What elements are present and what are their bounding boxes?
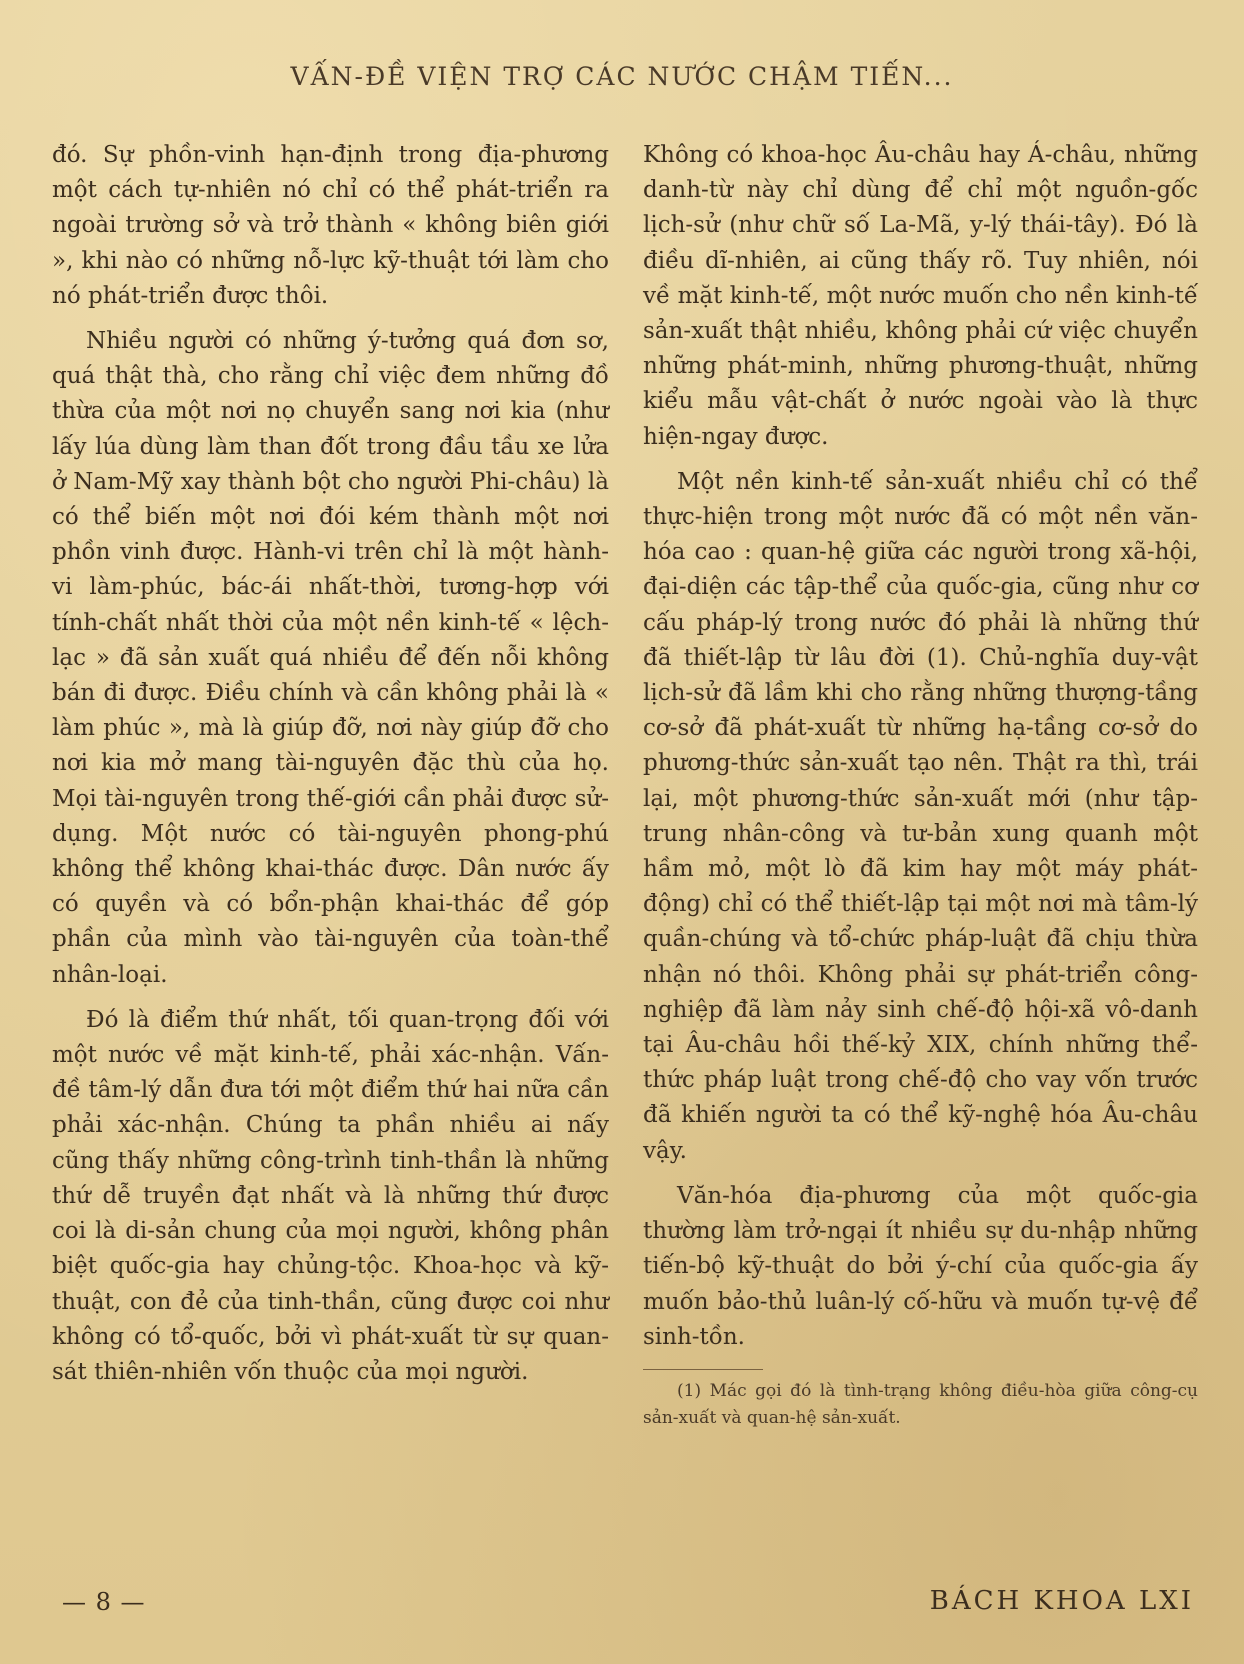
page-number: — 8 — xyxy=(62,1588,146,1616)
paragraph: Không có khoa-học Âu-châu hay Á-châu, những danh-từ này chỉ dùng để chỉ một nguồn-gốc lịch-sử (như chữ số La-Mã, y-lý thái-tây). Đó là điều dĩ-nhiên, ai cũng thấy rõ. Tuy nhiên, nói về mặt kinh-tế, một nước muốn cho nền kinh-tế sản-xuất thật nhiều, không phải cứ việc chuyển những phát-minh, những phương-thuật, những kiểu mẫu vật-chất ở nước ngoài vào là thực hiện-ngay được. xyxy=(643,142,1198,450)
running-header: VẤN-ĐỀ VIỆN TRỢ CÁC NƯỚC CHẬM TIẾN... xyxy=(290,62,954,91)
left-column xyxy=(52,138,609,1400)
footnote-divider xyxy=(643,1369,763,1370)
paragraph: Nhiều người có những ý-tưởng quá đơn sơ, quá thật thà, cho rằng chỉ việc đem những đồ thừa của một nơi nọ chuyển sang nơi kia (như lấy lúa dùng làm than đốt trong đầu tầu xe lửa ở Nam-Mỹ xay thành bột cho người Phi-châu) là có thể biến một nơi đói kém thành một nơi phồn vinh được. Hành-vi trên chỉ là một hành-vi làm-phúc, bác-ái nhất-thời, tương-hợp với tính-chất nhất thời của một nền kinh-tế « lệch-lạc » đã sản xuất quá nhiều để đến nỗi không bán đi được. Điều chính và cần không phải là « làm phúc », mà là giúp đỡ, nơi này giúp đỡ cho nơi kia mở mang tài-nguyên đặc thù của họ. Mọi tài-nguyên trong thế-giới cần phải được sử-dụng. Một nước có tài-nguyên phong-phú không thể không khai-thác được. Dân nước ấy có quyền và có bổn-phận khai-thác để góp phần của mình vào tài-nguyên của toàn-thể nhân-loại. xyxy=(52,328,609,988)
footnote: (1) Mác gọi đó là tình-trạng không điều-hòa giữa công-cụ sản-xuất và quan-hệ sản-xuất. xyxy=(643,1380,1198,1428)
paragraph: Đó là điểm thứ nhất, tối quan-trọng đối với một nước về mặt kinh-tế, phải xác-nhận. Vấn-đề tâm-lý dẫn đưa tới một điểm thứ hai nữa cần phải xác-nhận. Chúng ta phần nhiều ai nấy cũng thấy những công-trình tinh-thần là những thứ dễ truyền đạt nhất và là những thứ được coi là di-sản chung của mọi người, không phân biệt quốc-gia hay chủng-tộc. Khoa-học và kỹ-thuật, con đẻ của tinh-thần, cũng được coi như không có tổ-quốc, bởi vì phát-xuất từ sự quan-sát thiên-nhiên vốn thuộc của mọi người. xyxy=(52,1006,609,1385)
magazine-issue: BÁCH KHOA LXI xyxy=(929,1586,1194,1616)
paragraph: đó. Sự phồn-vinh hạn-định trong địa-phương một cách tự-nhiên nó chỉ có thể phát-triển ra ngoài trường sở và trở thành « không biên giới », khi nào có những nỗ-lực kỹ-thuật tới làm cho nó phát-triển được thôi. xyxy=(52,142,609,309)
paragraph: Một nền kinh-tế sản-xuất nhiều chỉ có thể thực-hiện trong một nước đã có một nền văn-hóa cao : quan-hệ giữa các người trong xã-hội, đại-diện các tập-thể của quốc-gia, cũng như cơ cấu pháp-lý trong nước đó phải là những thứ đã thiết-lập từ lâu đời (1). Chủ-nghĩa duy-vật lịch-sử đã lầm khi cho rằng những thượng-tầng cơ-sở đã phát-xuất từ những hạ-tầng cơ-sở do phương-thức sản-xuất tạo nên. Thật ra thì, trái lại, một phương-thức sản-xuất mới (như tập-trung nhân-công và tư-bản xung quanh một hầm mỏ, một lò đã kim hay một máy phát-động) chỉ có thể thiết-lập tại một nơi mà tâm-lý quần-chúng và tổ-chức pháp-luật đã chịu thừa nhận nó thôi. Không phải sự phát-triển công-nghiệp đã làm nảy sinh chế-độ hội-xã vô-danh tại Âu-châu hồi thế-kỷ XIX, chính những thể-thức pháp luật trong chế-độ cho vay vốn trước đã khiến người ta có thể kỹ-nghệ hóa Âu-châu vậy. xyxy=(643,468,1198,1164)
right-column xyxy=(643,138,1198,1442)
paragraph: Văn-hóa địa-phương của một quốc-gia thường làm trở-ngại ít nhiều sự du-nhập những tiến-bộ kỹ-thuật do bởi ý-chí của quốc-gia ấy muốn bảo-thủ luân-lý cố-hữu và muốn tự-vệ để sinh-tồn. xyxy=(643,1182,1198,1350)
